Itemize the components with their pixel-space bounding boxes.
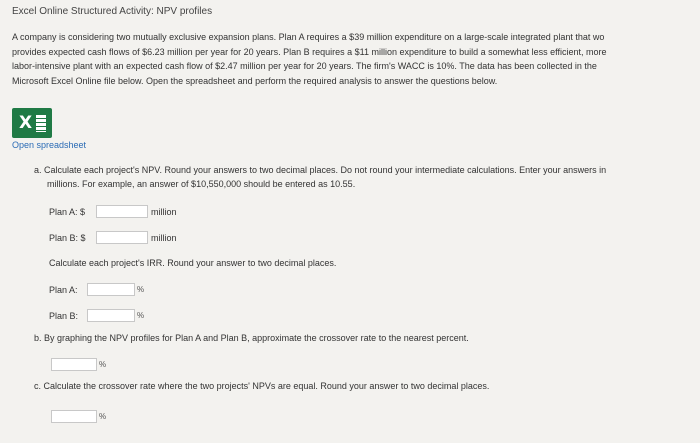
- irr-plan-a-pct: %: [137, 285, 145, 294]
- npv-plan-a-unit: million: [151, 207, 177, 217]
- question-b: b. By graphing the NPV profiles for Plan A and Plan B, approximate the crossover rate to the nearest percent.: [34, 333, 469, 343]
- question-c: c. Calculate the crossover rate where the two projects' NPVs are equal. Round your answer to two decimal places.: [34, 381, 490, 391]
- irr-plan-b-label: Plan B:: [49, 311, 79, 321]
- question-a-line2: millions. For example, an answer of $10,550,000 should be entered as 10.55.: [47, 179, 356, 189]
- irr-plan-b-pct: %: [137, 311, 145, 320]
- page-title: Excel Online Structured Activity: NPV profiles: [12, 6, 213, 17]
- npv-plan-a-label: Plan A: $: [49, 207, 86, 217]
- excel-x-glyph: X: [19, 113, 33, 133]
- npv-plan-b-label: Plan B: $: [49, 233, 86, 243]
- irr-plan-b-input[interactable]: [87, 309, 135, 322]
- intro-line: A company is considering two mutually exclusive expansion plans. Plan A requires a $39 million expenditure on a large-scale integrated plant that wo: [12, 32, 605, 42]
- open-spreadsheet-link[interactable]: Open spreadsheet: [12, 140, 87, 150]
- npv-plan-b-unit: million: [151, 233, 177, 243]
- crossover-exact-pct: %: [99, 412, 107, 421]
- irr-prompt: Calculate each project's IRR. Round your answer to two decimal places.: [49, 258, 337, 268]
- intro-line: provides expected cash flows of $6.23 million per year for 20 years. Plan B requires a $11 million expenditure to build a somewhat less efficient, more: [12, 46, 607, 57]
- excel-grid-glyph: [36, 114, 46, 132]
- irr-plan-a-label: Plan A:: [49, 285, 78, 295]
- crossover-approx-pct: %: [99, 360, 107, 369]
- intro-paragraph: [12, 30, 700, 88]
- question-a-line1: a. Calculate each project's NPV. Round your answers to two decimal places. Do not round your intermediate calculations. Enter your answers in: [34, 165, 607, 175]
- question-a: [34, 163, 606, 191]
- npv-plan-a-input[interactable]: [96, 205, 148, 218]
- crossover-exact-input[interactable]: [51, 410, 97, 423]
- intro-line: labor-intensive plant with an expected cash flow of $2.47 million per year for 20 years. The firm's WACC is 10%. The data has been collected in the: [12, 61, 597, 71]
- irr-plan-a-input[interactable]: [87, 283, 135, 296]
- intro-line: Microsoft Excel Online file below. Open the spreadsheet and perform the required analysis to answer the questions below.: [12, 75, 498, 86]
- excel-icon[interactable]: [12, 108, 52, 138]
- npv-plan-b-input[interactable]: [96, 231, 148, 244]
- crossover-approx-input[interactable]: [51, 358, 97, 371]
